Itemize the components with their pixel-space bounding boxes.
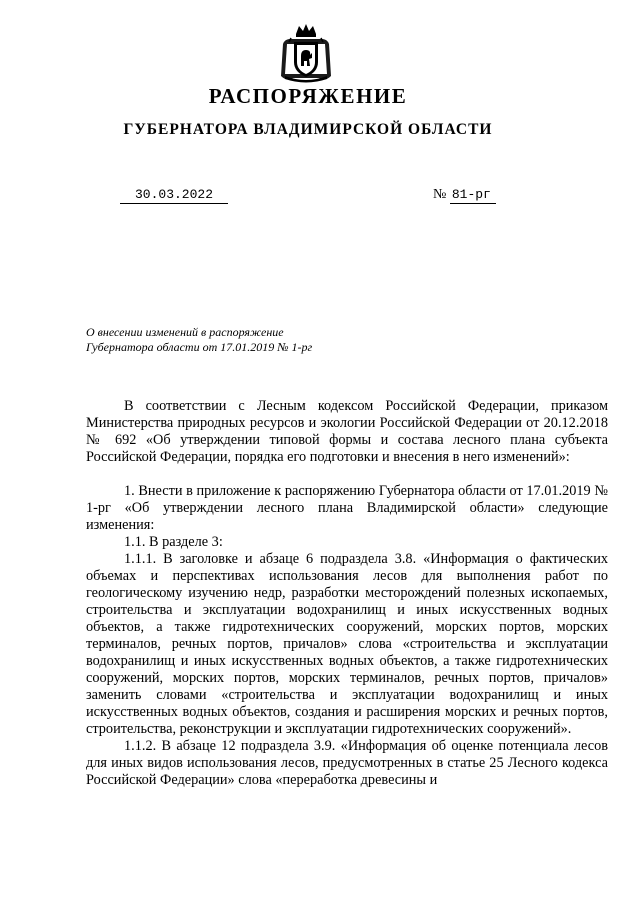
paragraph-item-1-1-1: 1.1.1. В заголовке и абзаце 6 подраздела 3.8. «Информация о фактических объемах и перспективах использования лесов для выполнения работ по геологическому изучению недр, разработки месторождений полезных ископаемых, строительства и эксплуатации водохранилищ и иных искусственных водных объектов, а также гидротехнических сооружений, морских портов, морских терминалов, речных портов, причалов» слова «строительства и эксплуатации водохранилищ и иных искусственных водных объектов, а также гидротехнических сооружений, морских портов, морских терминалов, речных портов, причалов» заменить словами «строительства и эксплуатации водохранилищ и иных искусственных водных объектов, создания и расширения морских и речных портов, строительства, реконструкции и эксплуатации гидротехнических сооружений». xyxy=(86,551,608,737)
document-subject xyxy=(86,325,312,355)
document-type-title: РАСПОРЯЖЕНИЕ xyxy=(208,84,408,108)
number-sign: № xyxy=(433,187,447,202)
document-body xyxy=(86,398,608,789)
paragraph-item-1: 1. Внести в приложение к распоряжению Губернатора области от 17.01.2019 № 1-рг «Об утверждении лесного плана Владимирской области» следующие изменения: xyxy=(86,483,608,533)
document-date: 30.03.2022 xyxy=(120,186,228,204)
issuing-authority: ГУБЕРНАТОРА ВЛАДИМИРСКОЙ ОБЛАСТИ xyxy=(123,121,493,138)
subject-line-2: Губернатора области от 17.01.2019 № 1-рг xyxy=(86,340,313,354)
paragraph-item-1-1-2: 1.1.2. В абзаце 12 подраздела 3.9. «Информация об оценке потенциала лесов для иных видов использования лесов, предусмотренных в статье 25 Лесного кодекса Российской Федерации» слова «переработка древесины и xyxy=(86,738,608,788)
paragraph-item-1-1: 1.1. В разделе 3: xyxy=(124,534,223,550)
paragraph-preamble: В соответствии с Лесным кодексом Российской Федерации, приказом Министерства природных ресурсов и экологии Российской Федерации от 20.12.2018 № 692 «Об утверждении типовой формы и состава лесного плана субъекта Российской Федерации, порядка его подготовки и внесения в него изменений»: xyxy=(86,398,608,465)
number-value: 81-рг xyxy=(450,186,496,204)
coat-of-arms-icon xyxy=(279,22,333,84)
document-number xyxy=(433,186,496,204)
subject-line-1: О внесении изменений в распоряжение xyxy=(86,325,284,339)
